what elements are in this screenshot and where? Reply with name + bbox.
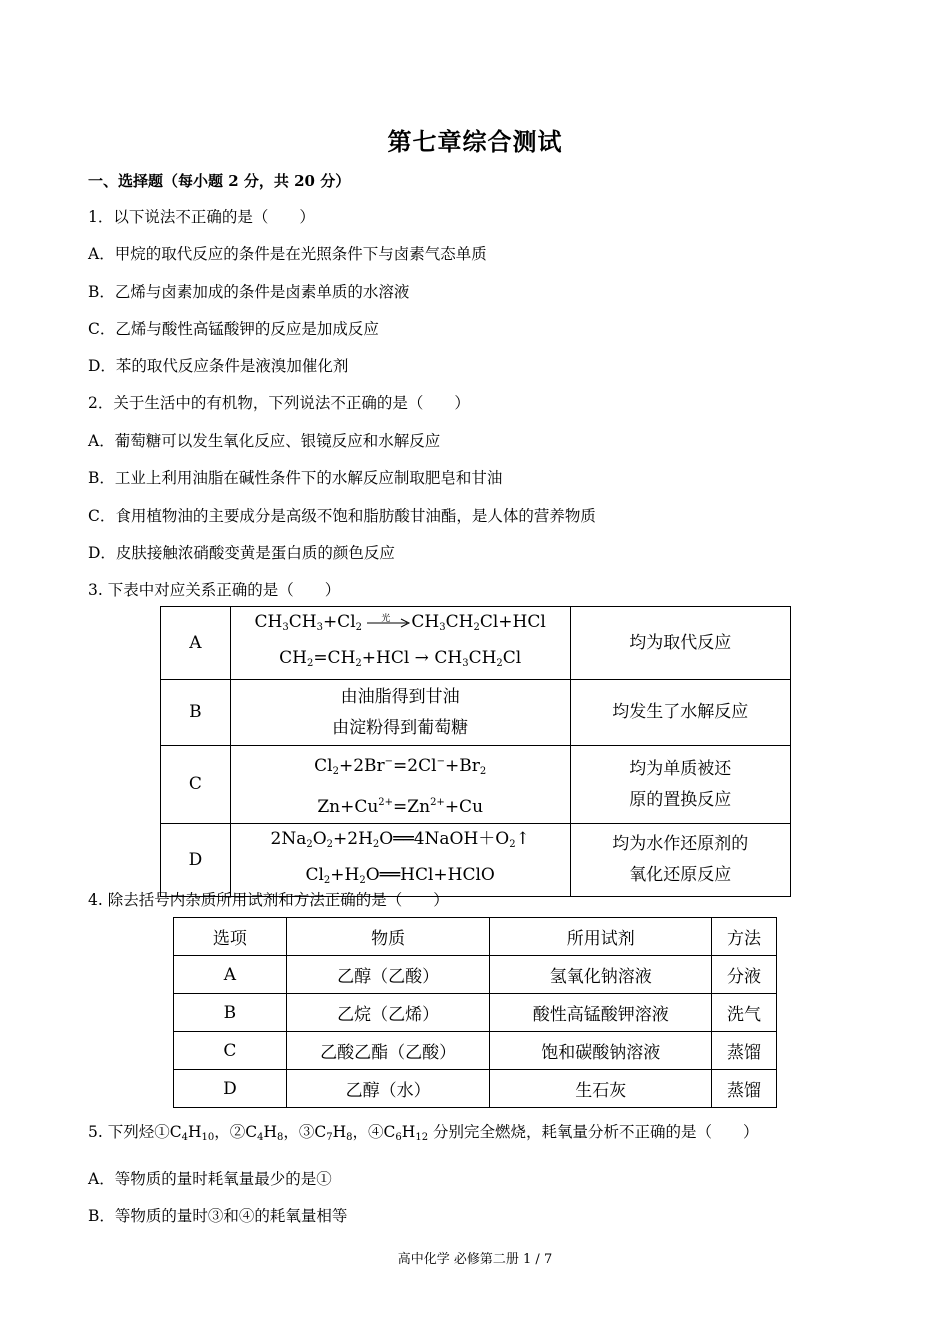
- q2-stem: 2．关于生活中的有机物，下列说法不正确的是（ ）: [88, 394, 470, 412]
- equation-line: $Cl_2+H_2O══HCl+HClO$: [305, 865, 495, 886]
- table-row: [161, 680, 791, 746]
- table-cell: 生石灰: [490, 1070, 712, 1108]
- option-cell: D: [161, 824, 231, 897]
- table-row: [161, 824, 791, 897]
- q1-option-b: B．乙烯与卤素加成的条件是卤素单质的水溶液: [88, 283, 410, 301]
- column-header: 物质: [286, 918, 490, 956]
- q3-table: [160, 606, 791, 897]
- table-cell: 乙烷（乙烯）: [286, 994, 490, 1032]
- table-row: [161, 746, 791, 824]
- equation-cell: [230, 824, 570, 897]
- table-row: [174, 1032, 777, 1070]
- q1-option-d: D．苯的取代反应条件是液溴加催化剂: [88, 357, 349, 375]
- equation-line: $CH_3CH_3+Cl_2$ 光 $CH_3CH_2Cl+HCl$: [254, 612, 546, 633]
- q5-option-a: A．等物质的量时耗氧量最少的是①: [88, 1170, 332, 1188]
- column-header: 所用试剂: [490, 918, 712, 956]
- q2-option-a: A．葡萄糖可以发生氧化反应、银镜反应和水解反应: [88, 432, 441, 450]
- table-row: [174, 956, 777, 994]
- q1-option-a: A．甲烷的取代反应的条件是在光照条件下与卤素气态单质: [88, 245, 487, 263]
- equation-line: $Zn+Cu^{2+}=Zn^{2+}+Cu$: [317, 797, 484, 817]
- process-cell: 由油脂得到甘油 由淀粉得到葡萄糖: [230, 680, 570, 746]
- conclusion-cell: 均为单质被还 原的置换反应: [570, 746, 791, 824]
- table-cell: 乙醇（水）: [286, 1070, 490, 1108]
- table-cell: 酸性高锰酸钾溶液: [490, 994, 712, 1032]
- q1-stem: 1．以下说法不正确的是（ ）: [88, 208, 315, 226]
- option-cell: B: [161, 680, 231, 746]
- q1-option-c: C．乙烯与酸性高锰酸钾的反应是加成反应: [88, 320, 379, 338]
- q2-option-d: D．皮肤接触浓硝酸变黄是蛋白质的颜色反应: [88, 544, 395, 562]
- section-heading: 一、选择题（每小题 2 分，共 20 分）: [88, 172, 351, 190]
- q2-option-c: C．食用植物油的主要成分是高级不饱和脂肪酸甘油酯，是人体的营养物质: [88, 507, 596, 525]
- table-cell: 饱和碳酸钠溶液: [490, 1032, 712, 1070]
- right-arrow-icon: 光: [367, 615, 411, 631]
- equation-line: $CH_2=CH_2+HCl \to CH_3CH_2Cl$: [279, 648, 522, 669]
- equation-line: $2Na_2O_2+2H_2O══4NaOH+O_2↑$: [270, 829, 530, 850]
- page-title: 第七章综合测试: [387, 127, 563, 156]
- q2-option-b: B．工业上利用油脂在碱性条件下的水解反应制取肥皂和甘油: [88, 469, 503, 487]
- table-cell: 洗气: [712, 994, 777, 1032]
- table-cell: C: [174, 1032, 287, 1070]
- table-cell: 蒸馏: [712, 1032, 777, 1070]
- q5-stem: 5. 下列烃$①C_4H_{10}$，$②C_4H_8$，$③C_7H_8$，$④C_6H_{12}$ 分别完全燃烧，耗氧量分析不正确的是（ ）: [88, 1123, 759, 1143]
- table-row: [161, 607, 791, 680]
- q4-table: [173, 917, 777, 1108]
- table-row: [174, 994, 777, 1032]
- table-cell: 蒸馏: [712, 1070, 777, 1108]
- option-cell: C: [161, 746, 231, 824]
- option-cell: A: [161, 607, 231, 680]
- conclusion-cell: 均为取代反应: [570, 607, 791, 680]
- table-cell: 乙醇（乙酸）: [286, 956, 490, 994]
- equation-cell: [230, 746, 570, 824]
- q4-stem: 4. 除去括号内杂质所用试剂和方法正确的是（ ）: [88, 891, 449, 909]
- conclusion-cell: 均为水作还原剂的 氧化还原反应: [570, 824, 791, 897]
- equation-line: $Cl_2+2Br^-=2Cl^-+Br_2$: [314, 756, 487, 777]
- table-cell: 分液: [712, 956, 777, 994]
- table-cell: 乙酸乙酯（乙酸）: [286, 1032, 490, 1070]
- page-footer: 高中化学 必修第二册 1 / 7: [397, 1252, 553, 1267]
- q5-option-b: B．等物质的量时③和④的耗氧量相等: [88, 1207, 348, 1225]
- column-header: 方法: [712, 918, 777, 956]
- table-cell: D: [174, 1070, 287, 1108]
- right-arrow-icon: →: [409, 648, 435, 668]
- table-cell: A: [174, 956, 287, 994]
- equation-cell: [230, 607, 570, 680]
- table-cell: B: [174, 994, 287, 1032]
- conclusion-cell: 均发生了水解反应: [570, 680, 791, 746]
- q3-stem: 3. 下表中对应关系正确的是（ ）: [88, 581, 341, 599]
- table-header-row: [174, 918, 777, 956]
- table-row: [174, 1070, 777, 1108]
- column-header: 选项: [174, 918, 287, 956]
- table-cell: 氢氧化钠溶液: [490, 956, 712, 994]
